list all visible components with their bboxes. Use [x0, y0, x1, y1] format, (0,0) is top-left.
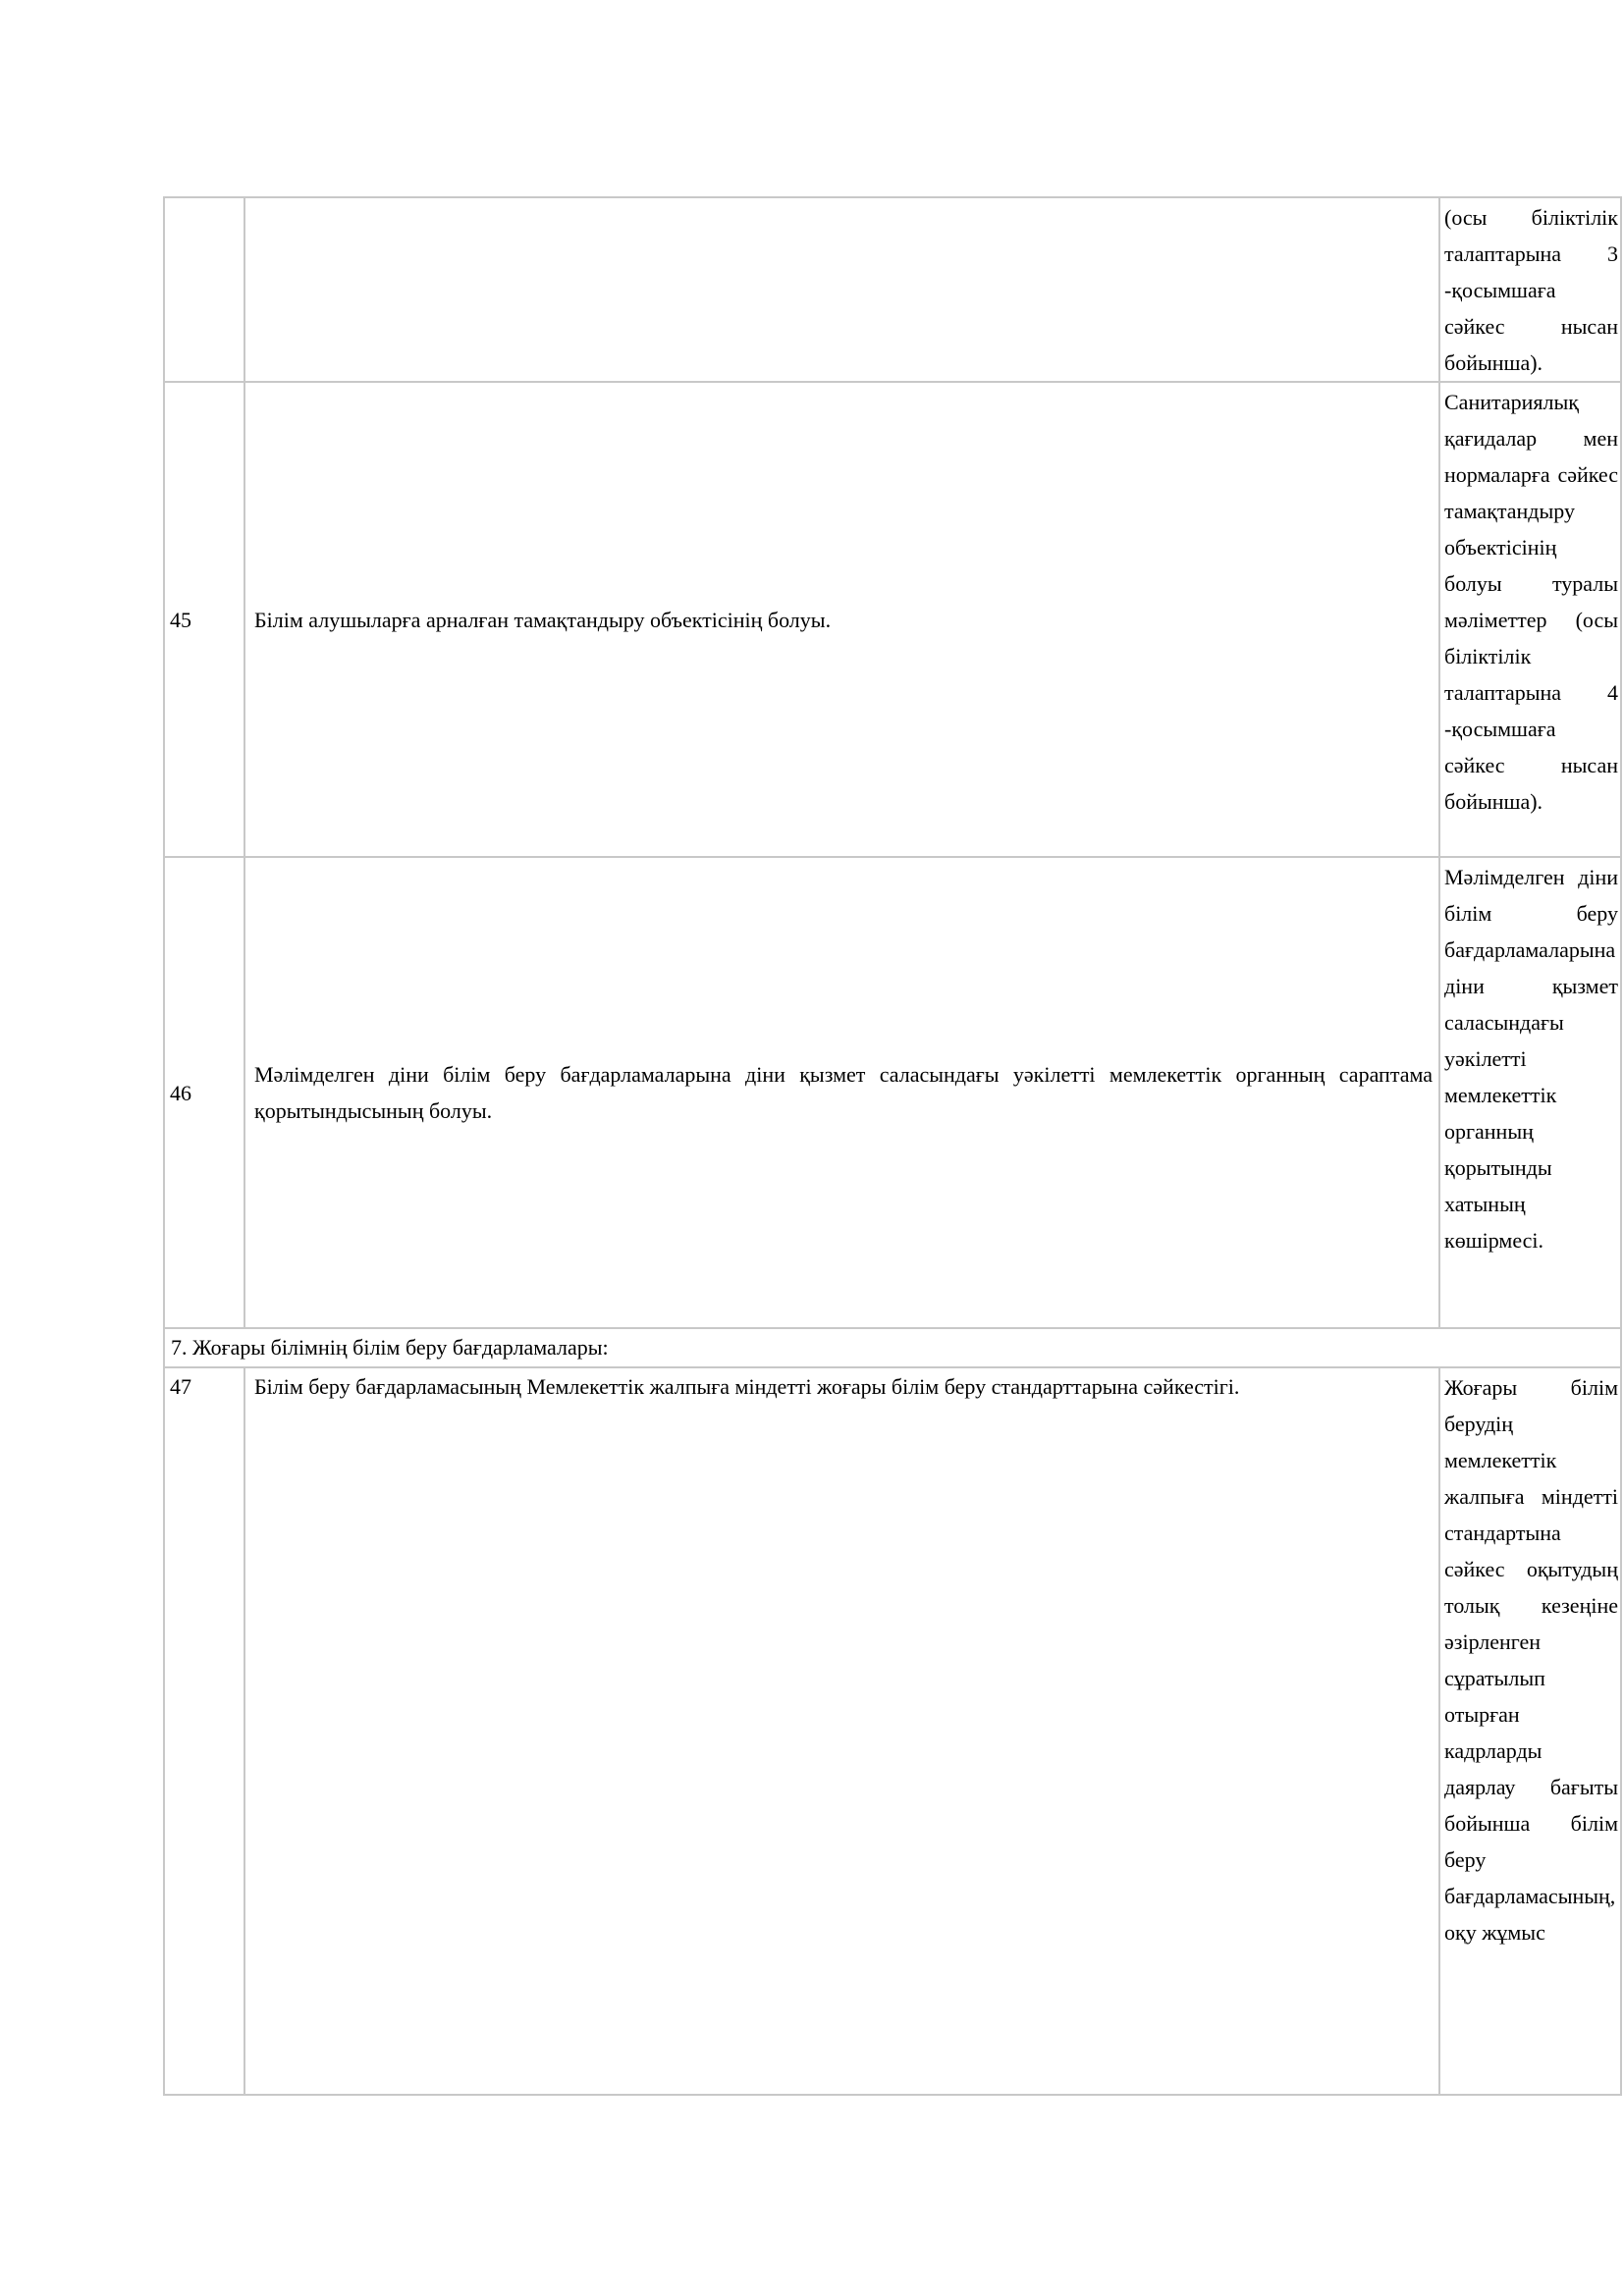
table-row-47	[164, 1367, 1621, 2095]
criteria-cell: Білім алушыларға арналған тамақтандыру объектісінің болуы.	[244, 382, 1439, 857]
criteria-cell: Білім беру бағдарламасының Мемлекеттік жалпыға міндетті жоғары білім беру стандарттарына сәйкестігі.	[244, 1367, 1439, 2095]
qualification-requirements-table	[163, 196, 1622, 2096]
row-number-cell: 47	[164, 1367, 244, 2095]
documents-cell: Санитариялық қағидалар мен нормаларға сәйкес тамақтандыру объектісінің болуы туралы мәліметтер (осы біліктілік талаптарына 4 -қосымшаға сәйкес нысан бойынша).	[1439, 382, 1621, 857]
documents-cell: (осы біліктілік талаптарына 3 -қосымшаға сәйкес нысан бойынша).	[1439, 197, 1621, 382]
row-number-cell	[164, 197, 244, 382]
criteria-cell	[244, 197, 1439, 382]
documents-cell: Мәлімделген діни білім беру бағдарламаларына діни қызмет саласындағы уәкілетті мемлекеттік органның қорытынды хатының көшірмесі.	[1439, 857, 1621, 1328]
criteria-cell: Мәлімделген діни білім беру бағдарламаларына діни қызмет саласындағы уәкілетті мемлекеттік органның сараптама қорытындысының болуы.	[244, 857, 1439, 1328]
table-row-45	[164, 382, 1621, 857]
section-header-row	[164, 1328, 1621, 1367]
table-row-46	[164, 857, 1621, 1328]
row-number-cell: 46	[164, 857, 244, 1328]
section-header-cell: 7. Жоғары білімнің білім беру бағдарламалары:	[164, 1328, 1621, 1367]
documents-cell: Жоғары білім берудің мемлекеттік жалпыға міндетті стандартына сәйкес оқытудың толық кезеңіне әзірленген сұратылып отырған кадрларды даярлау бағыты бойынша білім беру бағдарламасының, оқу жұмыс	[1439, 1367, 1621, 2095]
table-row-continuation	[164, 197, 1621, 382]
row-number-cell: 45	[164, 382, 244, 857]
